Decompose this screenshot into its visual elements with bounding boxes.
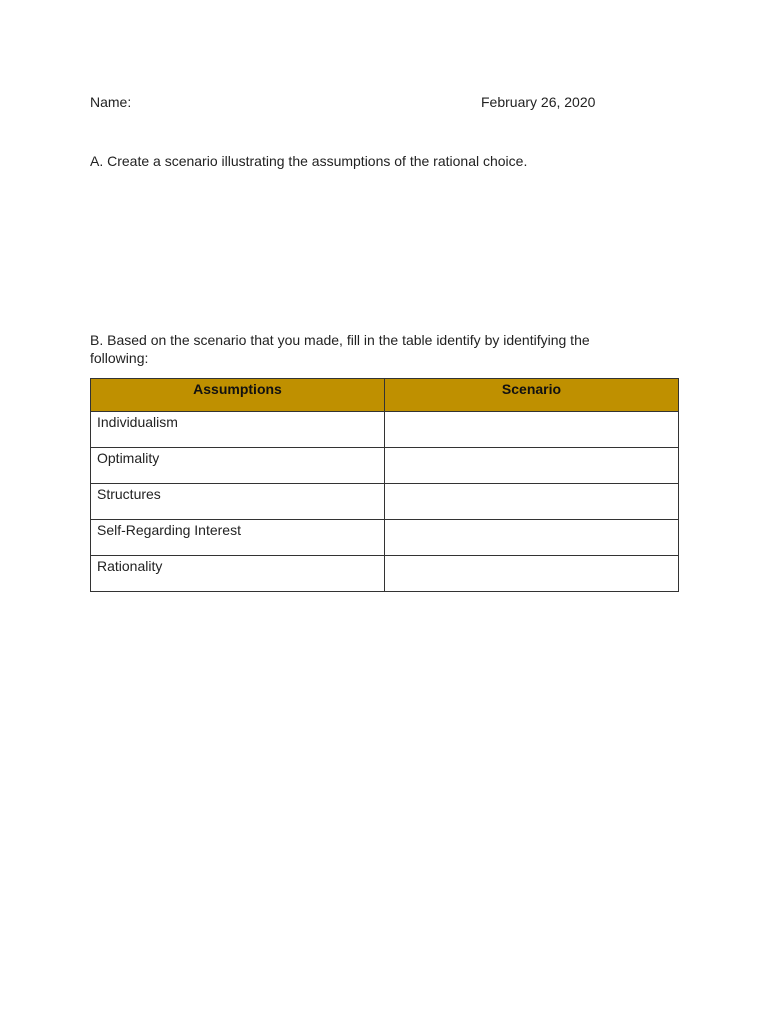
scenario-cell[interactable]	[385, 520, 679, 556]
table-row	[91, 448, 679, 484]
assumption-cell: Optimality	[91, 448, 385, 484]
header-scenario: Scenario	[385, 379, 679, 412]
question-b: B. Based on the scenario that you made, fill in the table identify by identifying the following:	[90, 332, 590, 366]
table-row	[91, 484, 679, 520]
assumption-cell: Structures	[91, 484, 385, 520]
scenario-cell[interactable]	[385, 412, 679, 448]
scenario-cell[interactable]	[385, 448, 679, 484]
table-row	[91, 520, 679, 556]
assumption-cell: Rationality	[91, 556, 385, 592]
document-date: February 26, 2020	[481, 94, 596, 110]
name-label: Name:	[90, 94, 132, 110]
table-row	[91, 556, 679, 592]
assumption-cell: Self-Regarding Interest	[91, 520, 385, 556]
scenario-cell[interactable]	[385, 556, 679, 592]
question-a: A. Create a scenario illustrating the assumptions of the rational choice.	[90, 153, 528, 169]
assumption-cell: Individualism	[91, 412, 385, 448]
scenario-cell[interactable]	[385, 484, 679, 520]
table-header-row	[91, 379, 679, 412]
header-assumptions: Assumptions	[91, 379, 385, 412]
assumptions-table	[90, 378, 679, 592]
table-row	[91, 412, 679, 448]
